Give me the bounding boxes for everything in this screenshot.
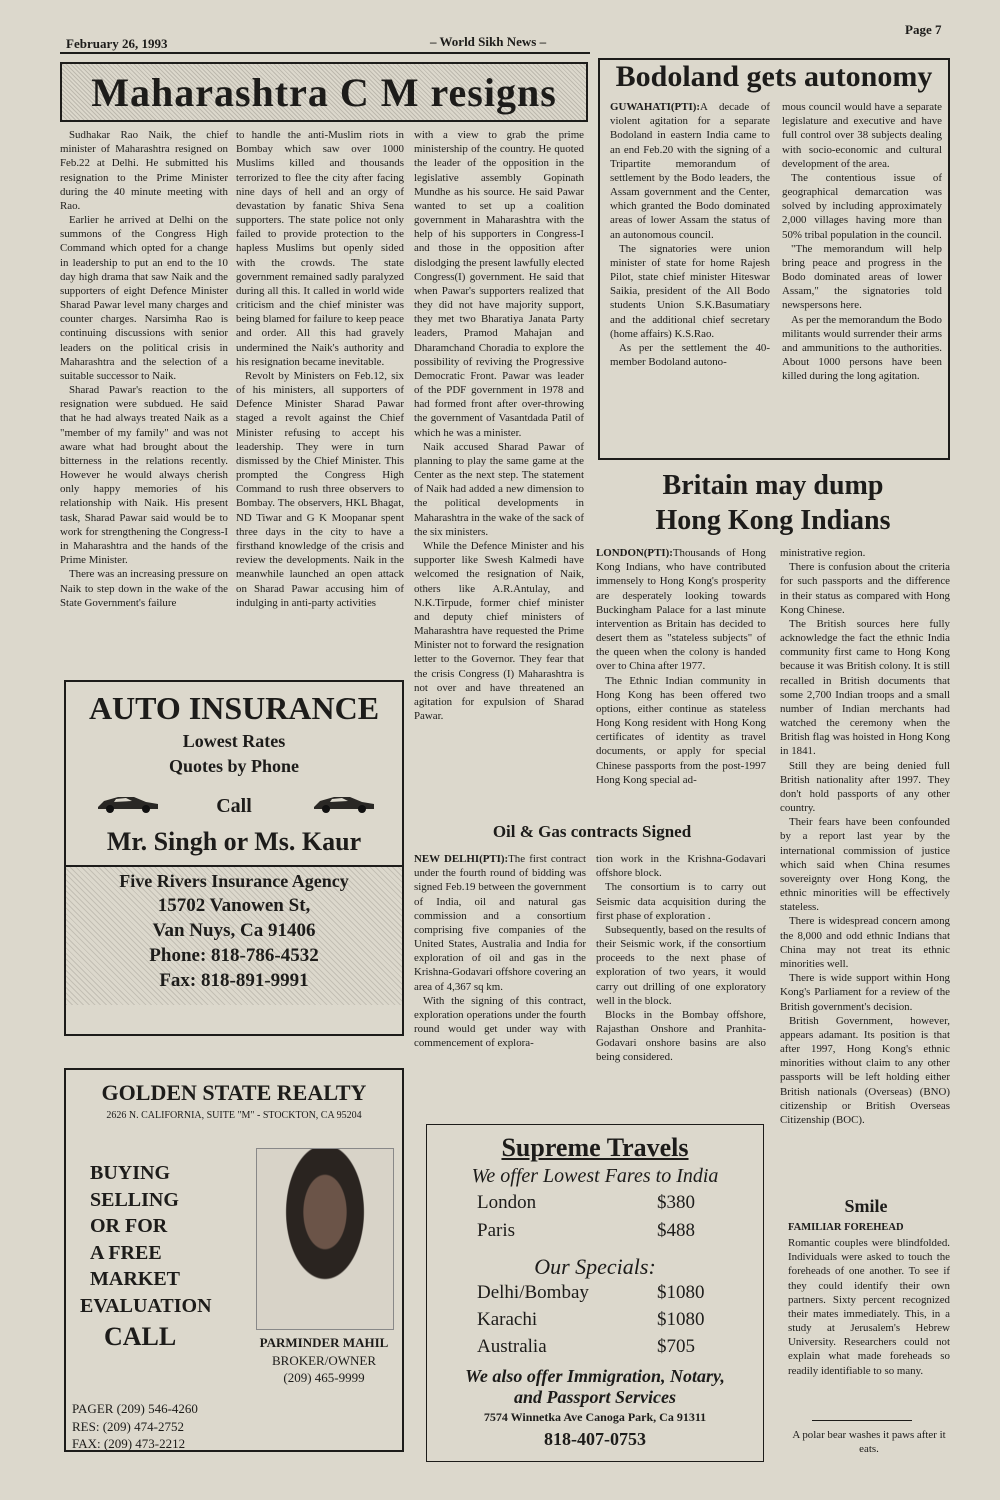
realty-line: BUYING <box>90 1162 171 1184</box>
auto-ad-line-1: Lowest Rates <box>182 731 286 751</box>
fare-city: London <box>477 1192 537 1213</box>
oilgas-headline: Oil & Gas contracts Signed <box>492 822 692 841</box>
realty-agent-block <box>242 1334 406 1387</box>
paragraph: Earlier he arrived at Delhi on the summons of the Congress High Command which opted for a change in leadership to put an end to the 10 day high drama that saw Naik and the supporters of eight Defence Minister Sharad Pawar level many charges and counter charges. Narsimha Rao is continuing discussions with senior leaders on the political crisis in Maharashtra and the selection of a suitable successor to Naik. <box>60 214 228 382</box>
paragraph: Still they are being denied full British nationality after 1997. They don't hold passports of any other country. <box>780 759 950 815</box>
paper-name: – World Sikh News – <box>430 34 547 49</box>
bodoland-headline: Bodoland gets autonomy <box>615 60 933 93</box>
fare-price: $488 <box>657 1220 695 1241</box>
realty-call: CALL <box>104 1321 177 1351</box>
paragraph: As per the memorandum the Bodo militants would surrender their arms and ammunitions to the authorities. About 1000 persons have been killed during the long agitation. <box>782 313 942 383</box>
paragraph: While the Defence Minister and his supporter like Swesh Kalmedi have welcomed the resignation of Naik, others like A.R.Antulay, and N.K.Tirpude, former chief minister and deputy chief ministers of Maharashtra have requested the Prime Minister not to forward the resignation letter to the Governor. They fear that the crisis Congress (I) Maharashtra is not over and have threatened an agitation for expulsion of Sharad Pawar. <box>414 539 584 723</box>
travel-title: Supreme Travels <box>501 1133 689 1162</box>
auto-ad-call: Call <box>216 795 252 817</box>
auto-ad-line-2: Quotes by Phone <box>168 756 300 776</box>
auto-ad-call-row <box>66 785 402 825</box>
travel-address: 7574 Winnetka Ave Canoga Park, Ca 91311 <box>483 1410 707 1424</box>
dateline: NEW DELHI(PTI): <box>414 853 509 865</box>
travel-services-1: We also offer Immigration, Notary, <box>465 1366 725 1386</box>
paragraph: Subsequently, based on the results of their Seismic work, if the consortium proceeds to the next phase of exploration of two years, it would carry out drilling of one exploratory well in the block. <box>596 923 766 1007</box>
paragraph-text: Thousands of Hong Kong Indians, who have contributed immensely to Hong Kong's prosperity are desperately looking towards Buckingham Palace for a last minute intervention as Britain has decided to desert them as "stateless subjects" of the queen when the colony is handed over to China after 1977. <box>596 547 766 673</box>
paragraph: British Government, however, appears adamant. Its position is that after 1997, Hong Kong's ethnic minorities without claim to any other passports will be left holding either British nationals (Overseas) (BNO) citizenship or British Overseas Citizenship (BOC). <box>780 1014 950 1126</box>
dateline: LONDON(PTI): <box>596 547 673 559</box>
special-price: $1080 <box>657 1282 705 1303</box>
travel-specials-title: Our Specials: <box>534 1254 656 1279</box>
britain-headline-line-2: Hong Kong Indians <box>655 505 891 536</box>
auto-ad-names: Mr. Singh or Ms. Kaur <box>106 827 362 856</box>
paragraph: The signatories were union minister of state for home Rajesh Pilot, state chief minister Hiteswar Saikia, president of the All Bodo students Union S.K.Basumatiary and the additional chief secretary (home affairs) K.S.Rao. <box>610 242 770 340</box>
auto-ad-agency-block <box>66 865 402 1005</box>
realty-ad <box>64 1068 404 1452</box>
paragraph: mous council would have a separate legislature and executive and have full control over 38 subjects dealing with socio-economic and cultural development of the area. <box>782 101 942 170</box>
realty-title: GOLDEN STATE REALTY <box>101 1080 367 1105</box>
maharashtra-col-1 <box>60 128 228 610</box>
paragraph: Naik accused Sharad Pawar of planning to play the same game at the Center as the next step. The statement of Naik had added a new dimension to the political developments in Maharashtra in the wake of the sack of the six ministers. <box>414 440 584 538</box>
issue-date: February 26, 1993 <box>66 36 168 51</box>
paragraph: Romantic couples were blindfolded. Individuals were asked to touch the foreheads of one another. To see if they could identify their own partners. Sixty percent recognized their mates immediately. This, in a study at Jerusalem's Hebrew University. Researchers could not explain what made foreheads so readily identifiable to so many. <box>788 1237 950 1377</box>
paragraph <box>610 100 770 242</box>
paragraph: The contentious issue of geographical demarcation was solved by including approximately 2,000 villages having more than 50% tribal population in the council. <box>782 171 942 241</box>
realty-contacts <box>72 1400 198 1453</box>
maharashtra-col-3 <box>414 128 584 723</box>
travel-ad <box>426 1124 764 1462</box>
paragraph: to handle the anti-Muslim riots in Bombay which saw over 1000 Muslims killed and thousands terrorized to flee the city after facing nine days of hell and an orgy of devastation by fanatic Shiva Sena supporters. The state police not only failed to provide protection to the hapless Muslims but openly sided with the crowds. The state government remained sadly paralyzed during all this. It called in world wide criticism and the chief minister was being blamed for failure to keep peace and order. All this had gravely undermined the Naik's authority and his resignation became inevitable. <box>236 129 404 368</box>
realty-line: A FREE <box>90 1241 162 1264</box>
fare-city: Paris <box>477 1220 515 1241</box>
maharashtra-col-2 <box>236 128 404 610</box>
britain-headline-line-1: Britain may dump <box>662 470 884 501</box>
britain-headline <box>596 468 950 538</box>
realty-line: SELLING <box>90 1188 179 1211</box>
oilgas-col-2 <box>596 852 766 1065</box>
paragraph: tion work in the Krishna-Godavari offshore block. <box>596 853 766 880</box>
paragraph: The consortium is to carry out Seismic data acquisition during the first phase of exploration . <box>596 881 766 922</box>
travel-fares <box>427 1192 763 1250</box>
travel-services-2: and Passport Services <box>514 1387 676 1407</box>
special-price: $1080 <box>657 1309 705 1330</box>
bodoland-col-2 <box>782 100 942 383</box>
auto-ad-fax: Fax: 818-891-9991 <box>159 970 309 991</box>
travel-phone: 818-407-0753 <box>544 1429 646 1449</box>
smile-body <box>788 1236 950 1378</box>
realty-pager: PAGER (209) 546-4260 <box>72 1401 198 1416</box>
paragraph: Revolt by Ministers on Feb.12, six of his ministers, all supporters of Defence Minister Sharad Pawar staged a revolt against the Chief Minister refusing to accept his leadership. They were in turn dismissed by the Chief Minister. This prompted the Congress High Command to rush three observers to Bombay. The observers, HKL Bhagat, ND Tiwar and G K Moopanar spent three days in the city to have a firsthand knowledge of the crisis and review the developments. Naik in the meanwhile launched an open attack on Sharad Pawar accusing him of indulging in anti-party activities <box>236 369 404 609</box>
paragraph: There is widespread concern among the 8,000 and odd ethnic Indians that China may not treat its ethnic minorities well. <box>780 915 950 970</box>
travel-specials <box>427 1282 763 1364</box>
paragraph: The Ethnic Indian community in Hong Kong has been offered two options, either continue as stateless Hong Kong resident with Hong Kong certificates of identity as travel documents, or apply for special Chinese passports from the post-1997 Hong Kong special ad- <box>596 674 766 786</box>
auto-ad-phone: Phone: 818-786-4532 <box>149 945 319 966</box>
paragraph: with a view to grab the prime ministership of the country. He quoted the leader of the opposition in the legislative assembly Gopinath Mundhe as his source. He said Pawar wanted to set up a coalition government in Maharashtra with the help of his supporters in Congress-I and those in the opposition after dislodging the present lawfully elected Congress(I) government. He said that when Pawar's supporters realized that they did not have majority support, they met two Bharatiya Janata Party leaders, Pramod Mahajan and Dharamchand Choradia to explore the possibility of reviving the Progressive Democratic Front. Pawar was leader of the PDF government in 1978 and had formed front after over-throwing the government of Vasantdada Patil of which he was a minister. <box>414 129 584 439</box>
auto-insurance-ad <box>64 680 404 1036</box>
special-city: Delhi/Bombay <box>477 1282 589 1303</box>
fare-price: $380 <box>657 1192 695 1213</box>
realty-agent-phone: (209) 465-9999 <box>283 1370 365 1386</box>
paragraph <box>414 852 586 994</box>
paragraph: There is confusion about the criteria for such passports and the difference in their status as compared with Hong Kong Chinese. <box>780 561 950 616</box>
paragraph: There is wide support within Hong Kong's Parliament for a review of the British government's decision. <box>780 972 950 1013</box>
header-rule <box>60 52 590 54</box>
bodoland-col-1 <box>610 100 770 369</box>
paragraph: With the signing of this contract, exploration operations under the fourth round would get under way with commencement of explora- <box>414 994 586 1050</box>
paragraph-text: A decade of violent agitation for a separate Bodoland in eastern India came to an end Feb.20 with the signing of a Tripartite memorandum of settlement by the Bodo leaders, the Assam government and the Center, which granted the Bodo dominated areas of lower Assam the status of an autonomous council. <box>610 101 770 241</box>
smile-divider <box>812 1420 912 1421</box>
auto-ad-city: Van Nuys, Ca 91406 <box>152 920 316 941</box>
paragraph-text: The first contract under the fourth round of bidding was signed Feb.19 between the government of India, oil and natural gas commission and a consortium comprising five companies of the United States, Australia and India for exploration of oil and gas in the Krishna-Godavari offshore covering an area of 4,367 sq km. <box>414 853 586 993</box>
dateline: GUWAHATI(PTI): <box>610 101 700 113</box>
smile-title: Smile <box>844 1196 888 1216</box>
special-city: Australia <box>477 1336 547 1357</box>
maharashtra-headline <box>60 62 588 122</box>
paragraph: As per the settlement the 40-member Bodoland autono- <box>610 341 770 369</box>
paragraph: There was an increasing pressure on Naik to step down in the wake of the State Government's failure <box>60 568 228 609</box>
paragraph: Blocks in the Bombay offshore, Rajasthan Onshore and Pranhita-Godavari onshore basins are also being considered. <box>596 1008 766 1064</box>
oilgas-col-1 <box>414 852 586 1050</box>
realty-address: 2626 N. CALIFORNIA, SUITE "M" - STOCKTON, CA 95204 <box>106 1110 362 1121</box>
page-number: Page 7 <box>905 22 942 37</box>
paragraph: "The memorandum will help bring peace and progress in the Bodo dominated areas of lower Assam," the signatories told newspersons here. <box>782 242 942 312</box>
auto-ad-agency: Five Rivers Insurance Agency <box>119 871 349 891</box>
special-price: $705 <box>657 1336 695 1357</box>
maharashtra-headline-text: Maharashtra C M resigns <box>91 69 557 115</box>
paragraph <box>596 546 766 674</box>
car-icon <box>312 789 376 815</box>
britain-col-1 <box>596 546 766 787</box>
auto-ad-street: 15702 Vanowen St, <box>157 895 311 916</box>
paragraph: Sharad Pawar's reaction to the resignation were subdued. He said that he had always treated Naik as a "member of my family" and was not aware what had brought about the bitterness in the relations recently. However he would always cherish only happy memories of his relationship with Naik. His present task, Sharad Pawar said would be to work for strengthening the Congress-I in Maharashtra and the hands of the Prime Minister. <box>60 384 228 567</box>
realty-line: MARKET <box>90 1268 180 1291</box>
portrait-photo <box>256 1148 394 1330</box>
realty-agent-role: BROKER/OWNER <box>272 1352 376 1368</box>
special-city: Karachi <box>477 1309 538 1330</box>
paragraph: ministrative region. <box>780 547 866 559</box>
realty-services <box>80 1160 212 1354</box>
realty-agent-name: PARMINDER MAHIL <box>259 1335 389 1350</box>
paragraph: Sudhakar Rao Naik, the chief minister of Maharashtra resigned on Feb.22 at Delhi. He submitted his resignation to the Prime Minister during the 40 minute meeting with Rao. <box>60 129 228 212</box>
paragraph: A polar bear washes it paws after it eats. <box>792 1429 946 1456</box>
realty-line: EVALUATION <box>80 1294 212 1317</box>
britain-col-2 <box>780 546 950 1127</box>
realty-line: OR FOR <box>90 1215 168 1238</box>
paragraph: Their fears have been confounded by a report last year by the international commission of justice which said when China resumes sovereignty over Hong Kong, the ethnic minorities will be effectively stateless. <box>780 816 950 914</box>
travel-tagline: We offer Lowest Fares to India <box>471 1165 719 1187</box>
smile-subtitle: FAMILIAR FOREHEAD <box>788 1222 904 1233</box>
realty-fax: FAX: (209) 473-2212 <box>72 1436 186 1452</box>
realty-res: RES: (209) 474-2752 <box>72 1418 184 1434</box>
smile-footer <box>788 1428 950 1456</box>
paragraph: The British sources here fully acknowledge the fact the ethnic India community first came to Hong Kong because it was British colony. It is still recalled in British documents that some 2,700 Indian troops and a small number of Indian merchants had watched the ceremony when the British flag was hoisted in Hong Kong in 1841. <box>780 617 950 758</box>
auto-ad-title: AUTO INSURANCE <box>88 690 380 726</box>
